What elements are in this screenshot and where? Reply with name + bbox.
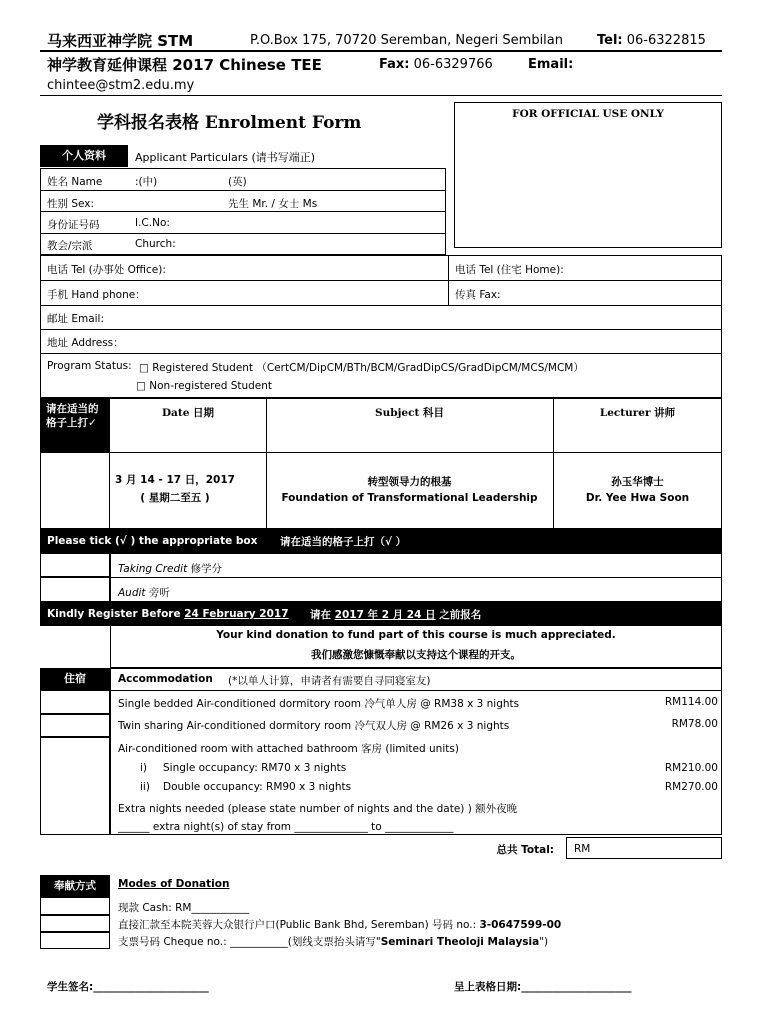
single-occupancy-price: RM210.00 xyxy=(664,762,718,774)
donation-modes-title: Modes of Donation xyxy=(118,878,230,890)
grid-line xyxy=(40,577,722,578)
accommodation-note: (*以单人计算，申请者有需要自寻同寝室友) xyxy=(228,675,431,687)
double-occupancy-price: RM270.00 xyxy=(664,781,718,793)
fax-field[interactable]: 传真 Fax: xyxy=(455,289,501,301)
tel-office-field[interactable]: 电话 Tel (办事处 Office): xyxy=(47,264,166,276)
official-use-box xyxy=(454,102,722,248)
subject-cn: 转型领导力的根基 xyxy=(367,476,452,488)
email-field[interactable]: 邮址 Email: xyxy=(47,313,105,325)
particulars-label: 个人资料 xyxy=(40,145,128,167)
tel-home-field[interactable]: 电话 Tel (住宅 Home): xyxy=(455,264,564,276)
institution-address: P.O.Box 175, 70720 Seremban, Negeri Sembilan xyxy=(250,33,563,48)
grid-line xyxy=(40,353,722,354)
register-bar xyxy=(40,602,722,626)
header-fax: Fax: 06-6329766 xyxy=(379,57,493,72)
cheque-option: 支票号码 Cheque no.: ___________(划线支票抬头请写"Seminari Theoloji Malaysia") xyxy=(118,936,549,948)
course-days: ( 星期二至五 ) xyxy=(140,492,210,504)
tick-box[interactable] xyxy=(40,452,110,529)
header-email-label: Email: xyxy=(528,57,574,72)
register-en: Kindly Register Before 24 February 2017 xyxy=(47,608,289,620)
cash-tick-box[interactable] xyxy=(40,897,110,915)
grid-line xyxy=(40,233,446,234)
accommodation-title: Accommodation xyxy=(118,673,213,685)
twin-tick-box[interactable] xyxy=(40,714,110,737)
grid-line xyxy=(110,452,722,453)
form-title: 学科报名表格 Enrolment Form xyxy=(97,113,362,133)
official-use-label: FOR OFFICIAL USE ONLY xyxy=(512,108,664,120)
audit-option[interactable]: Audit 旁听 xyxy=(118,587,170,599)
single-tick-box[interactable] xyxy=(40,690,110,714)
register-cn: 请在 2017 年 2 月 24 日 之前报名 xyxy=(310,609,482,621)
tick-header: 请在适当的格子上打✓ xyxy=(46,403,99,429)
name-en-field[interactable]: (英) xyxy=(228,176,247,188)
single-room-option: Single bedded Air-conditioned dormitory room 冷气单人房 @ RM38 x 3 nights xyxy=(118,698,520,710)
grid-line xyxy=(40,329,722,330)
twin-room-price: RM78.00 xyxy=(671,718,718,730)
bank-tick-box[interactable] xyxy=(40,915,110,932)
tick-bar-cn: 请在适当的格子上打（√ ） xyxy=(280,536,407,548)
tick-bar xyxy=(40,529,722,553)
ic-field[interactable]: I.C.No: xyxy=(135,217,170,229)
course-date: 3 月 14 - 17 日，2017 xyxy=(115,474,235,486)
address-field[interactable]: 地址 Address： xyxy=(47,337,124,349)
donation-note-cn: 我们感激您慷慨奉献以支持这个课程的开支。 xyxy=(311,649,521,661)
lecturer-header: Lecturer 讲师 xyxy=(599,407,676,419)
date-header: Date 日期 xyxy=(161,407,215,419)
extra-nights-label: Extra nights needed (please state number of nights and the date) ) 额外夜晚 xyxy=(118,803,518,815)
accommodation-label: 住宿 xyxy=(40,668,110,690)
handphone-field[interactable]: 手机 Hand phone： xyxy=(47,289,146,301)
non-registered-student-checkbox[interactable]: □ Non-registered Student xyxy=(136,380,273,392)
grid-line xyxy=(40,305,722,306)
lecturer-cn: 孙玉华博士 xyxy=(611,476,664,488)
taking-credit-option[interactable]: Taking Credit 修学分 xyxy=(118,563,223,575)
donation-note-en: Your kind donation to fund part of this course is much appreciated. xyxy=(216,629,616,641)
double-occupancy-num: ii) xyxy=(140,781,150,793)
total-value: RM xyxy=(574,843,591,855)
grid-line xyxy=(40,280,722,281)
program-title: 神学教育延伸课程 2017 Chinese TEE xyxy=(47,56,322,74)
total-label: 总共 Total: xyxy=(496,844,554,856)
aircon-tick-box[interactable] xyxy=(40,737,110,835)
header-divider-2 xyxy=(40,95,722,96)
name-label: 姓名 Name xyxy=(47,176,103,188)
sex-label: 性别 Sex: xyxy=(47,198,95,210)
grid-line xyxy=(110,690,722,691)
sex-options[interactable]: 先生 Mr. / 女士 Ms xyxy=(228,198,318,210)
credit-tick-box[interactable] xyxy=(40,553,110,577)
subject-header: Subject 科目 xyxy=(375,407,444,419)
tick-bar-en: Please tick (√ ) the appropriate box xyxy=(47,535,258,547)
lecturer-en: Dr. Yee Hwa Soon xyxy=(585,492,690,504)
single-occupancy-num: i) xyxy=(140,762,148,774)
cash-option: 现款 Cash: RM___________ xyxy=(118,902,250,914)
student-signature-field[interactable]: 学生签名:______________________ xyxy=(47,981,209,993)
registered-student-checkbox[interactable]: □ Registered Student （CertCM/DipCM/BTh/BCM/GradDipCS/GradDipCM/MCS/MCM） xyxy=(139,362,584,374)
aircon-room-option: Air-conditioned room with attached bathroom 客房 (limited units) xyxy=(118,743,459,755)
ic-label: 身份证号码 xyxy=(47,219,100,231)
donation-modes-label: 奉献方式 xyxy=(40,875,110,897)
extra-nights-field[interactable]: ______ extra night(s) of stay from ______________ to _____________ xyxy=(118,821,454,833)
audit-tick-box[interactable] xyxy=(40,577,110,602)
grid-line xyxy=(110,553,111,602)
particulars-title: Applicant Particulars (请书写端正) xyxy=(135,151,316,164)
header-tel: Tel: 06-6322815 xyxy=(597,33,706,48)
submission-date-field[interactable]: 呈上表格日期:_____________________ xyxy=(454,981,632,993)
total-field[interactable] xyxy=(566,837,722,859)
cheque-tick-box[interactable] xyxy=(40,932,110,949)
program-status-label: Program Status: xyxy=(47,360,132,372)
name-cn-field[interactable]: :(中) xyxy=(135,176,158,188)
grid-line xyxy=(40,190,446,191)
header-email: chintee@stm2.edu.my xyxy=(47,78,195,93)
header-divider xyxy=(40,50,722,52)
institution-name: 马来西亚神学院 STM xyxy=(47,32,194,50)
double-occupancy: Double occupancy: RM90 x 3 nights xyxy=(163,781,352,793)
grid-line xyxy=(448,255,449,305)
single-room-price: RM114.00 xyxy=(664,696,718,708)
bank-transfer-option: 直接汇款至本院芙蓉大众银行户口(Public Bank Bhd, Seremban) 号码 no.: 3-0647599-00 xyxy=(118,919,562,931)
church-label: 教会/宗派 xyxy=(47,240,93,252)
twin-room-option: Twin sharing Air-conditioned dormitory room 冷气双人房 @ RM26 x 3 nights xyxy=(118,720,510,732)
single-occupancy: Single occupancy: RM70 x 3 nights xyxy=(163,762,347,774)
subject-en: Foundation of Transformational Leadership xyxy=(281,492,538,504)
church-field[interactable]: Church: xyxy=(135,238,176,250)
grid-line xyxy=(40,211,446,212)
